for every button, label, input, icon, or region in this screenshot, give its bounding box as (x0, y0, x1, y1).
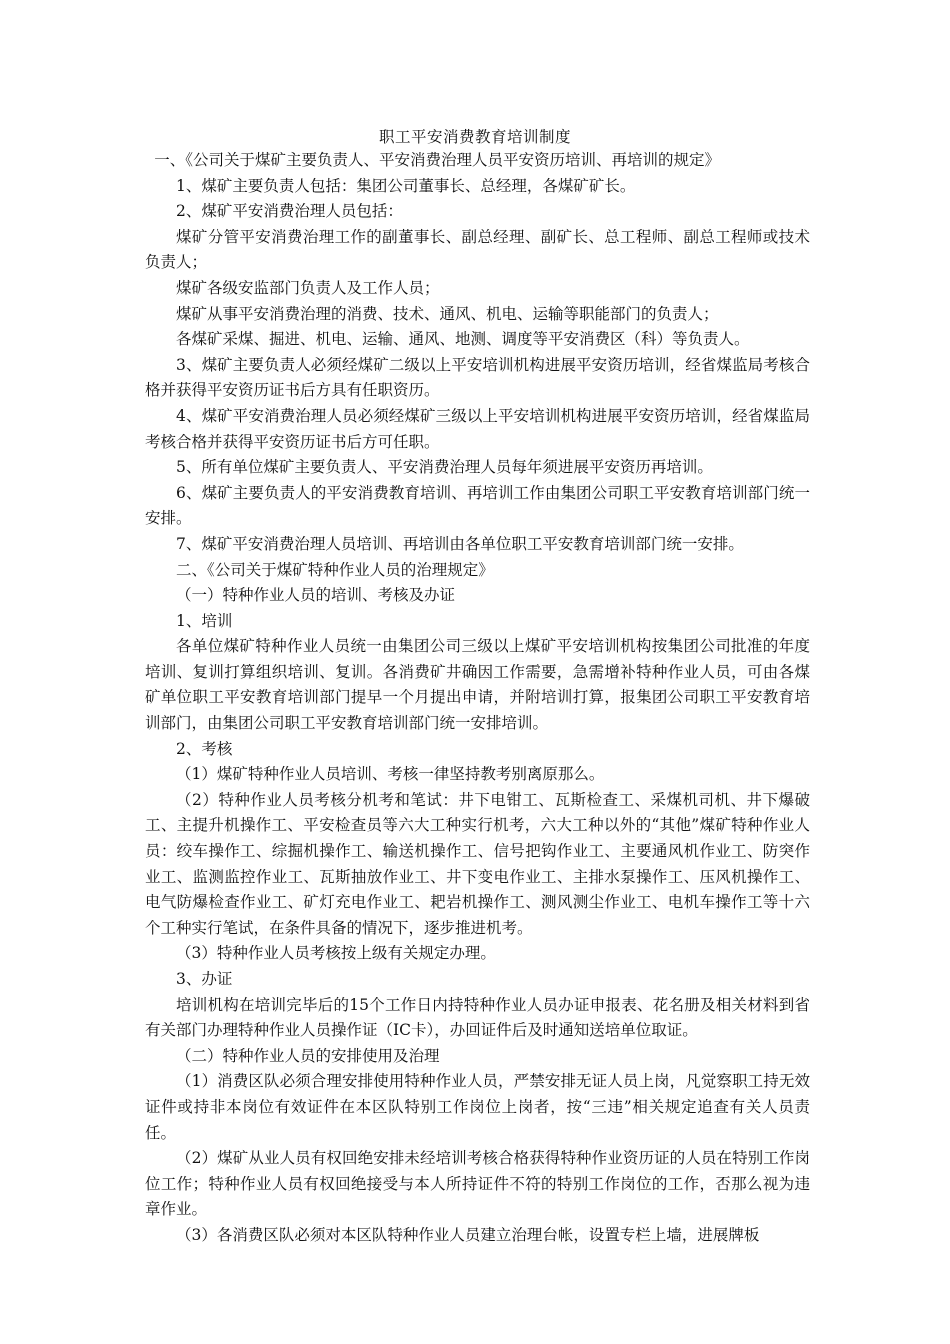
section-heading: 一、《公司关于煤矿主要负责人、平安消费治理人员平安资历培训、再培训的规定》 (154, 151, 721, 169)
paragraph: （3）特种作业人员考核按上级有关规定办理。 (176, 944, 496, 963)
section-heading: 二、《公司关于煤矿特种作业人员的治理规定》 (176, 560, 494, 579)
paragraph: 4、煤矿平安消费治理人员必须经煤矿三级以上平安培训机构进展平安资历培训，经省煤监局考核合格并获得平安资历证书后方可任职。 (145, 406, 810, 451)
paragraph: （3）各消费区队必须对本区队特种作业人员建立治理台帐，设置专栏上墙，进展牌板 (176, 1225, 760, 1244)
item-heading: 3、办证 (176, 970, 233, 988)
paragraph: 6、煤矿主要负责人的平安消费教育培训、再培训工作由集团公司职工平安教育培训部门统一安排。 (145, 483, 810, 528)
paragraph: 1、煤矿主要负责人包括：集团公司董事长、总经理，各煤矿矿长。 (176, 176, 636, 195)
document-body (145, 148, 810, 1249)
subsection-heading: （二）特种作业人员的安排使用及治理 (176, 1046, 440, 1065)
item-heading: 1、培训 (176, 611, 233, 630)
paragraph: （1）消费区队必须合理安排使用特种作业人员，严禁安排无证人员上岗，凡觉察职工持无效证件或持非本岗位有效证件在本区队特别工作岗位上岗者，按“三违”相关规定追查有关人员责任。 (145, 1072, 810, 1142)
paragraph: 2、煤矿平安消费治理人员包括： (176, 202, 403, 221)
paragraph: 各单位煤矿特种作业人员统一由集团公司三级以上煤矿平安培训机构按集团公司批准的年度培训、复训打算组织培训、复训。各消费矿井确因工作需要，急需增补特种作业人员，可由各煤矿单位职工平安教育培训部门提早一个月提出申请，并附培训打算，报集团公司职工平安教育培训部门，由集团公司职工平安教育培训部门统一安排培训。 (145, 637, 810, 733)
item-heading: 2、考核 (176, 739, 233, 758)
paragraph: 煤矿从事平安消费治理的消费、技术、通风、机电、运输等职能部门的负责人； (176, 304, 719, 323)
paragraph: 7、煤矿平安消费治理人员培训、再培训由各单位职工平安教育培训部门统一安排。 (176, 534, 744, 553)
paragraph: 煤矿各级安监部门负责人及工作人员； (176, 278, 440, 297)
paragraph: 各煤矿采煤、掘进、机电、运输、通风、地测、调度等平安消费区（科）等负责人。 (176, 330, 750, 349)
paragraph: （1）煤矿特种作业人员培训、考核一律坚持教考别离原那么。 (176, 765, 605, 784)
subsection-heading: （一）特种作业人员的培训、考核及办证 (176, 586, 456, 605)
paragraph: 3、煤矿主要负责人必须经煤矿二级以上平安培训机构进展平安资历培训，经省煤监局考核合格并获得平安资历证书后方具有任职资历。 (145, 355, 810, 400)
paragraph: 煤矿分管平安消费治理工作的副董事长、副总经理、副矿长、总工程师、副总工程师或技术负责人； (145, 227, 810, 272)
paragraph: 5、所有单位煤矿主要负责人、平安消费治理人员每年须进展平安资历再培训。 (176, 458, 713, 477)
paragraph: （2）煤矿从业人员有权回绝安排未经培训考核合格获得特种作业资历证的人员在特别工作岗位工作；特种作业人员有权回绝接受与本人所持证件不符的特别工作岗位的工作，否那么视为违章作业。 (145, 1149, 810, 1219)
paragraph: 培训机构在培训完毕后的15个工作日内持特种作业人员办证申报表、花名册及相关材料到省有关部门办理特种作业人员操作证（IC卡），办回证件后及时通知送培单位取证。 (145, 995, 810, 1040)
document-title: 职工平安消费教育培训制度 (378, 128, 571, 146)
paragraph: （2）特种作业人员考核分机考和笔试：井下电钳工、瓦斯检查工、采煤机司机、井下爆破工、主提升机操作工、平安检查员等六大工种实行机考，六大工种以外的“其他”煤矿特种作业人员：绞车操作工、综掘机操作工、输送机操作工、信号把钩作业工、主要通风机作业工、防突作业工、监测监控作业工、瓦斯抽放作业工、井下变电作业工、主排水泵操作工、压风机操作工、电气防爆检查作业工、矿灯充电作业工、耙岩机操作工、测风测尘作业工、电机车操作工等十六个工种实行笔试，在条件具备的情况下，逐步推进机考。 (145, 790, 810, 937)
